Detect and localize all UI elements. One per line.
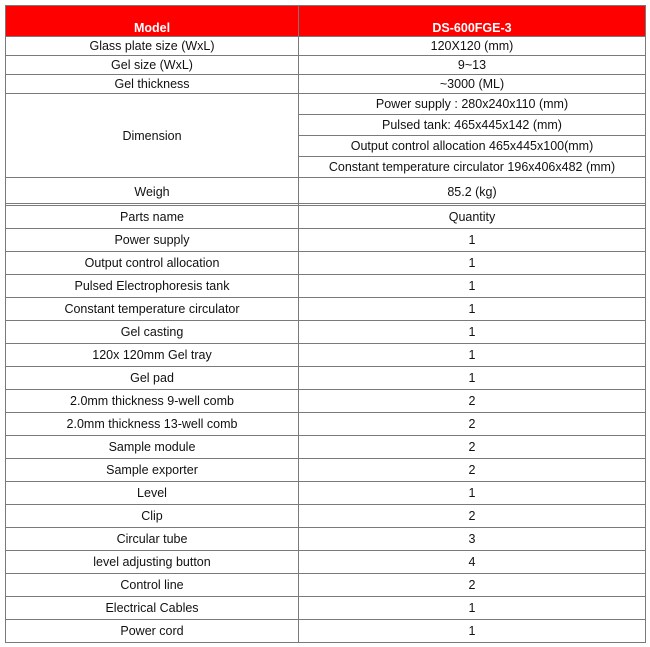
parts-row [6,459,646,482]
dimension-value: Power supply : 280x240x110 (mm) [299,94,646,115]
parts-name-header: Parts name [6,205,299,229]
parts-row [6,298,646,321]
model-label: Model [6,6,299,37]
part-quantity: 1 [299,321,646,344]
weigh-value: 85.2 (kg) [299,178,646,206]
parts-row [6,229,646,252]
parts-row [6,252,646,275]
part-quantity: 2 [299,574,646,597]
part-quantity: 2 [299,459,646,482]
part-name: Sample exporter [6,459,299,482]
spec-row [6,56,646,75]
part-quantity: 1 [299,620,646,643]
part-name: Electrical Cables [6,597,299,620]
spec-value: 120X120 (mm) [299,37,646,56]
model-value: DS-600FGE-3 [299,6,646,37]
part-name: Power cord [6,620,299,643]
parts-row [6,551,646,574]
parts-quantity-header: Quantity [299,205,646,229]
parts-table [5,203,646,643]
spec-value: 9~13 [299,56,646,75]
part-quantity: 1 [299,344,646,367]
part-name: 120x 120mm Gel tray [6,344,299,367]
spec-table [5,5,646,206]
part-quantity: 2 [299,413,646,436]
parts-row [6,620,646,643]
part-name: 2.0mm thickness 9-well comb [6,390,299,413]
part-name: Control line [6,574,299,597]
part-quantity: 4 [299,551,646,574]
part-name: Circular tube [6,528,299,551]
weigh-row [6,178,646,206]
parts-row [6,413,646,436]
spec-label: Glass plate size (WxL) [6,37,299,56]
dimension-value: Output control allocation 465x445x100(mm) [299,136,646,157]
dimension-value: Constant temperature circulator 196x406x482 (mm) [299,157,646,178]
part-name: Sample module [6,436,299,459]
part-name: Gel casting [6,321,299,344]
part-quantity: 1 [299,597,646,620]
spec-label: Gel size (WxL) [6,56,299,75]
spec-value: ~3000 (ML) [299,75,646,94]
parts-row [6,390,646,413]
part-quantity: 1 [299,298,646,321]
part-name: 2.0mm thickness 13-well comb [6,413,299,436]
part-name: Output control allocation [6,252,299,275]
part-quantity: 1 [299,482,646,505]
part-name: level adjusting button [6,551,299,574]
parts-row [6,597,646,620]
part-quantity: 1 [299,252,646,275]
part-quantity: 2 [299,505,646,528]
parts-row [6,528,646,551]
part-quantity: 1 [299,367,646,390]
dimension-value: Pulsed tank: 465x445x142 (mm) [299,115,646,136]
part-quantity: 2 [299,436,646,459]
parts-row [6,482,646,505]
parts-header-row [6,205,646,229]
weigh-label: Weigh [6,178,299,206]
parts-row [6,574,646,597]
spec-row [6,75,646,94]
part-quantity: 3 [299,528,646,551]
parts-row [6,321,646,344]
dimension-label: Dimension [6,94,299,178]
part-quantity: 1 [299,229,646,252]
part-name: Gel pad [6,367,299,390]
part-name: Power supply [6,229,299,252]
parts-row [6,344,646,367]
parts-row [6,367,646,390]
spec-label: Gel thickness [6,75,299,94]
part-quantity: 2 [299,390,646,413]
part-name: Clip [6,505,299,528]
parts-row [6,275,646,298]
part-quantity: 1 [299,275,646,298]
parts-row [6,505,646,528]
parts-row [6,436,646,459]
part-name: Level [6,482,299,505]
spec-header-row [6,6,646,37]
part-name: Pulsed Electrophoresis tank [6,275,299,298]
part-name: Constant temperature circulator [6,298,299,321]
dimension-row [6,94,646,115]
spec-row [6,37,646,56]
